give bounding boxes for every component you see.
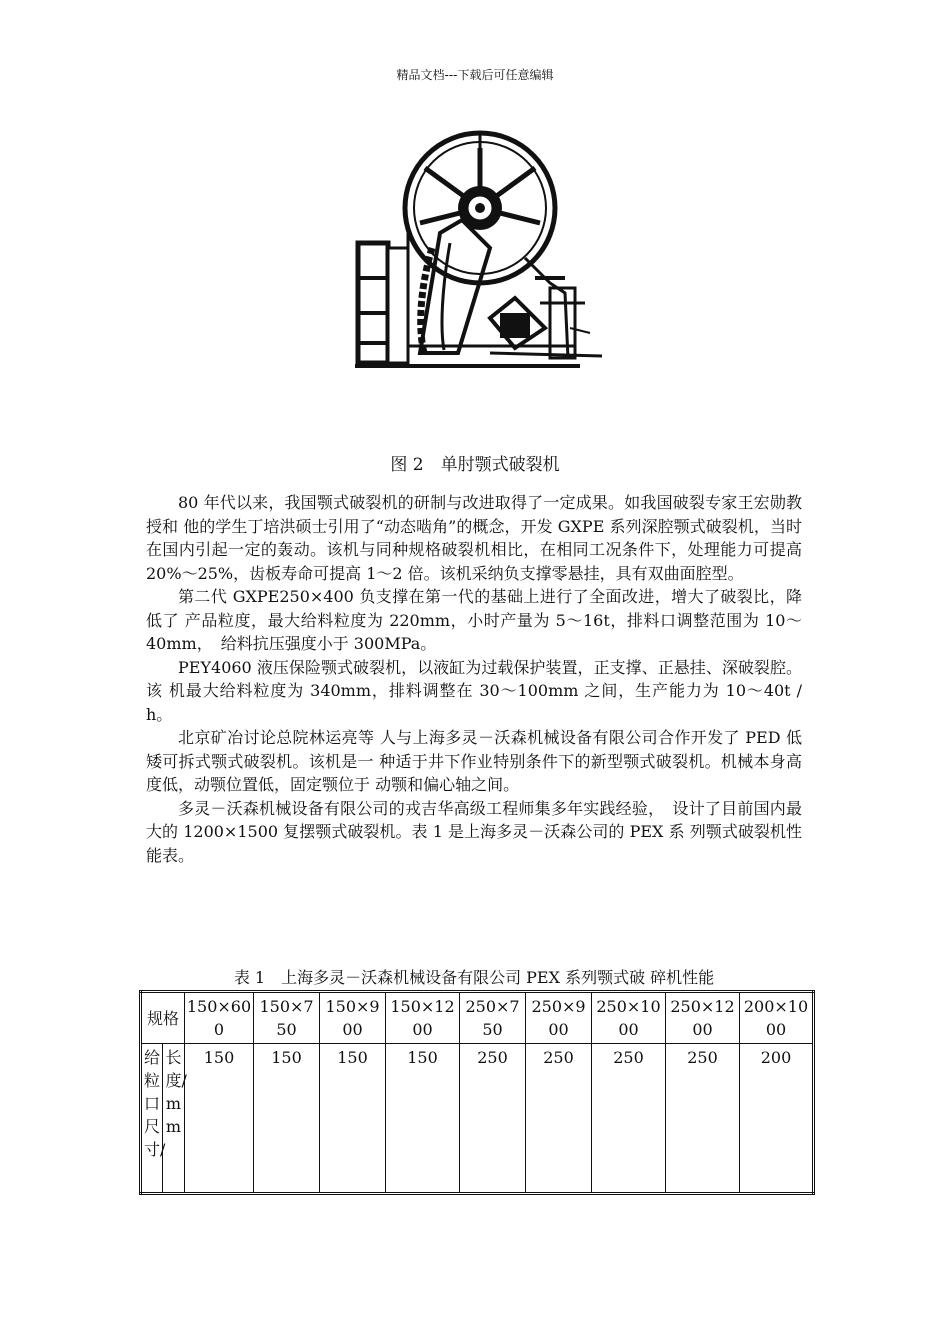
table-row: [141, 1044, 814, 1194]
spec-cell: 250×750: [460, 992, 526, 1044]
value-cell: 150: [386, 1044, 460, 1194]
value-cell: 250: [526, 1044, 592, 1194]
spec-cell: 250×1200: [666, 992, 740, 1044]
value-cell: 150: [185, 1044, 254, 1194]
row-label-outer-text: 给粒口尺寸/: [144, 1048, 166, 1159]
table-header-row: [141, 992, 814, 1044]
row-label-inner: [163, 1044, 185, 1194]
spec-cell: 200×1000: [740, 992, 814, 1044]
page-header: 精品文档---下载后可任意编辑: [396, 68, 554, 82]
spec-cell: 150×750: [254, 992, 320, 1044]
value-cell: 250: [592, 1044, 666, 1194]
figure-caption: 图 2 单肘颚式破裂机: [390, 455, 560, 475]
spec-cell: 250×900: [526, 992, 592, 1044]
paragraph: 多灵－沃森机械设备有限公司的戎吉华高级工程师集多年实践经验， 设计了目前国内最大的 1200×1500 复摆颚式破裂机。表 1 是上海多灵－沃森公司的 PEX 系 列颚式破裂机性能表。: [146, 798, 802, 865]
spec-cell: 150×900: [320, 992, 386, 1044]
value-cell: 150: [320, 1044, 386, 1194]
value-cell: 250: [666, 1044, 740, 1194]
value-cell: 200: [740, 1044, 814, 1194]
spec-cell: 150×600: [185, 992, 254, 1044]
paragraph: 北京矿冶讨论总院林运亮等 人与上海多灵－沃森机械设备有限公司合作开发了 PED 低矮可拆式颚式破裂机。该机是一 种适于井下作业特别条件下的新型颚式破裂机。机械本身高度低，动颚位置低，固定颚位于 动颚和偏心轴之间。: [146, 728, 802, 794]
row-label-inner-text: 长度/mm: [165, 1048, 187, 1136]
row-label-outer: [141, 1044, 166, 1194]
jaw-crusher-figure: [340, 128, 610, 378]
paragraph: 80 年代以来，我国颚式破裂机的研制与改进取得了一定成果。如我国破裂专家王宏勋教授和 他的学生丁培洪硕士引用了“动态啮角”的概念，开发 GXPE 系列深腔颚式破裂机，当时 在国内引起一定的轰动。该机与同种规格破裂机相比，在相同工况条件下，处理能力可提高 20%～25%，齿板寿命可提高 1～2 倍。该机采纳负支撑零悬挂，具有双曲面腔型。: [146, 493, 802, 583]
value-cell: 250: [460, 1044, 526, 1194]
body-text: [146, 491, 802, 867]
paragraph: PEY4060 液压保险颚式破裂机，以液缸为过载保护装置，正支撑、正悬挂、深破裂腔。该 机最大给料粒度为 340mm，排料调整在 30～100mm 之间，生产能力为 10～40t / h。: [146, 657, 802, 724]
performance-table: [139, 990, 815, 1195]
spec-label-cell: 规格: [141, 992, 185, 1044]
spec-cell: 250×1000: [592, 992, 666, 1044]
value-cell: 150: [254, 1044, 320, 1194]
table-title: 表 1 上海多灵－沃森机械设备有限公司 PEX 系列颚式破 碎机性能: [233, 968, 715, 987]
paragraph: 第二代 GXPE250×400 负支撑在第一代的基础上进行了全面改进，增大了破裂比，降低了 产品粒度，最大给料粒度为 220mm，小时产量为 5～16t，排料口调整范围为 10～40mm， 给料抗压强度小于 300MPa。: [146, 587, 802, 653]
spec-cell: 150×1200: [386, 992, 460, 1044]
